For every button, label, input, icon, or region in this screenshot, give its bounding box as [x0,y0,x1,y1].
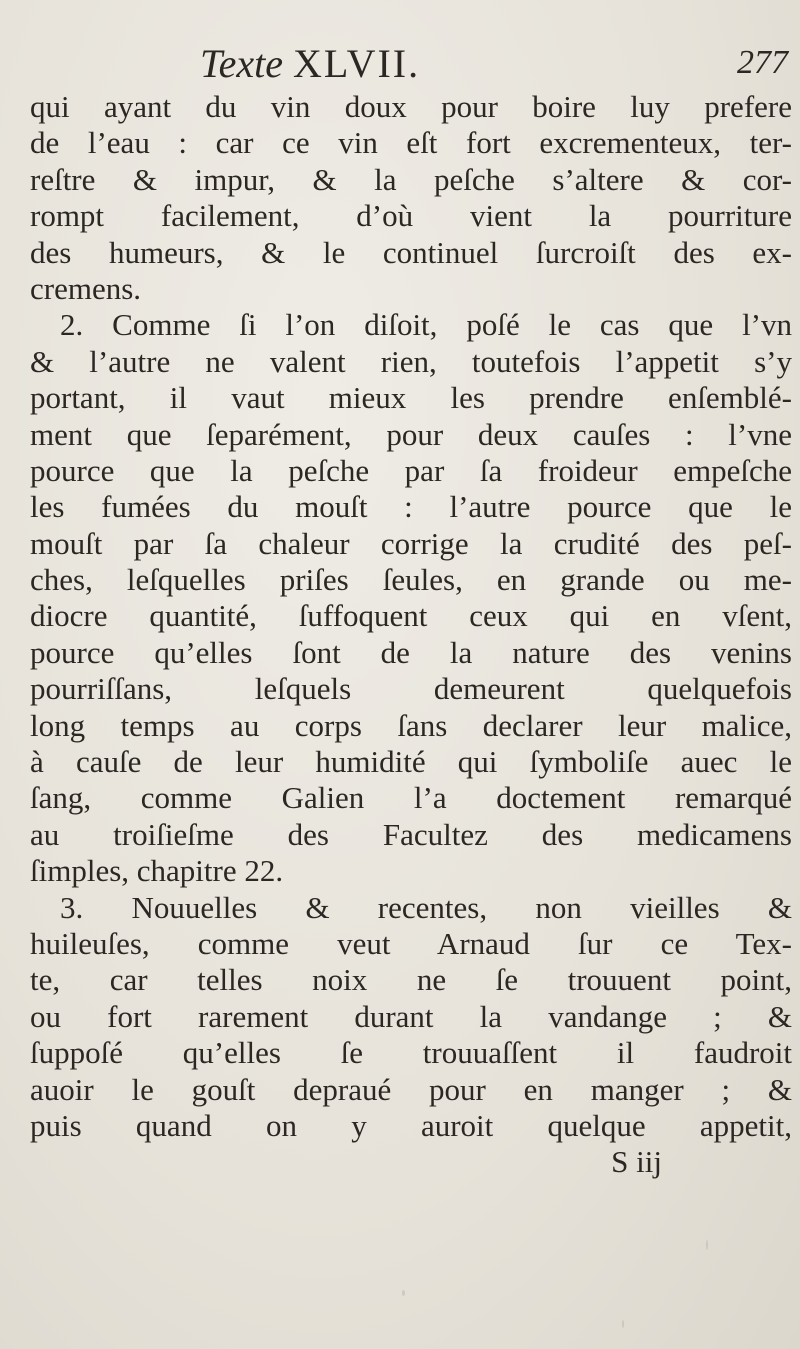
text-line: portant, il vaut mieux les prendre enſemblé- [30,380,792,416]
text-line: pource que la peſche par ſa froideur empeſche [30,452,792,488]
text-line: rompt facilement, d’où vient la pourriture [30,198,792,234]
text-line: te, car telles noix ne ſe trouuent point, [30,962,792,998]
text-line: reſtre & impur, & la peſche s’altere & cor- [30,161,792,197]
text-line: à cauſe de leur humidité qui ſymboliſe auec le [30,744,792,780]
text-line: auoir le gouſt depraué pour en manger ; & [30,1071,792,1107]
text-line: puis quand on y auroit quelque appetit, [30,1107,792,1143]
paper-speck [622,1320,624,1328]
text-line: pource qu’elles ſont de la nature des venins [30,634,792,670]
text-line: qui ayant du vin doux pour boire luy prefere [30,89,792,124]
text-line: ſimples, chapitre 22. [30,853,284,889]
paragraph-start-line: 3. Nouuelles & recentes, non vieilles & [60,889,792,925]
text-line: ou fort rarement durant la vandange ; & [30,998,792,1034]
signature-mark: S iij [611,1144,662,1180]
page-header [0,40,800,90]
text-line: & l’autre ne valent rien, toutefois l’appetit s’y [30,343,792,379]
text-line: les fumées du mouſt : l’autre pource que le [30,489,792,525]
text-line: pourriſſans, leſquels demeurent quelquefois [30,671,792,707]
paragraph-start-line: 2. Comme ſi l’on diſoit, poſé le cas que l’vn [60,307,792,343]
text-line: diocre quantité, ſuffoquent ceux qui en vſent, [30,598,792,634]
text-line: cremens. [30,270,142,306]
text-line: au troiſieſme des Facultez des medicamens [30,816,792,852]
running-title-roman: XLVII. [292,41,421,86]
paper-speck [402,1290,405,1296]
text-line: ment que ſeparément, pour deux cauſes : l’vne [30,416,792,452]
text-line: des humeurs, & le continuel ſurcroiſt des ex- [30,234,792,270]
paper-speck [706,1240,708,1250]
text-line: ſang, comme Galien l’a doctement remarqué [30,780,792,816]
text-line: mouſt par ſa chaleur corrige la crudité des peſ- [30,525,792,561]
running-title [200,40,420,87]
page-number: 277 [737,44,788,81]
body-text [30,89,792,1181]
text-line: long temps au corps ſans declarer leur malice, [30,707,792,743]
text-line: huileuſes, comme veut Arnaud ſur ce Tex- [30,925,792,961]
text-line: de l’eau : car ce vin eſt fort excrementeux, ter- [30,125,792,161]
text-line: ſuppoſé qu’elles ſe trouuaſſent il faudroit [30,1035,792,1071]
running-title-italic: Texte [200,41,283,86]
text-line: ches, leſquelles priſes ſeules, en grande ou me- [30,562,792,598]
